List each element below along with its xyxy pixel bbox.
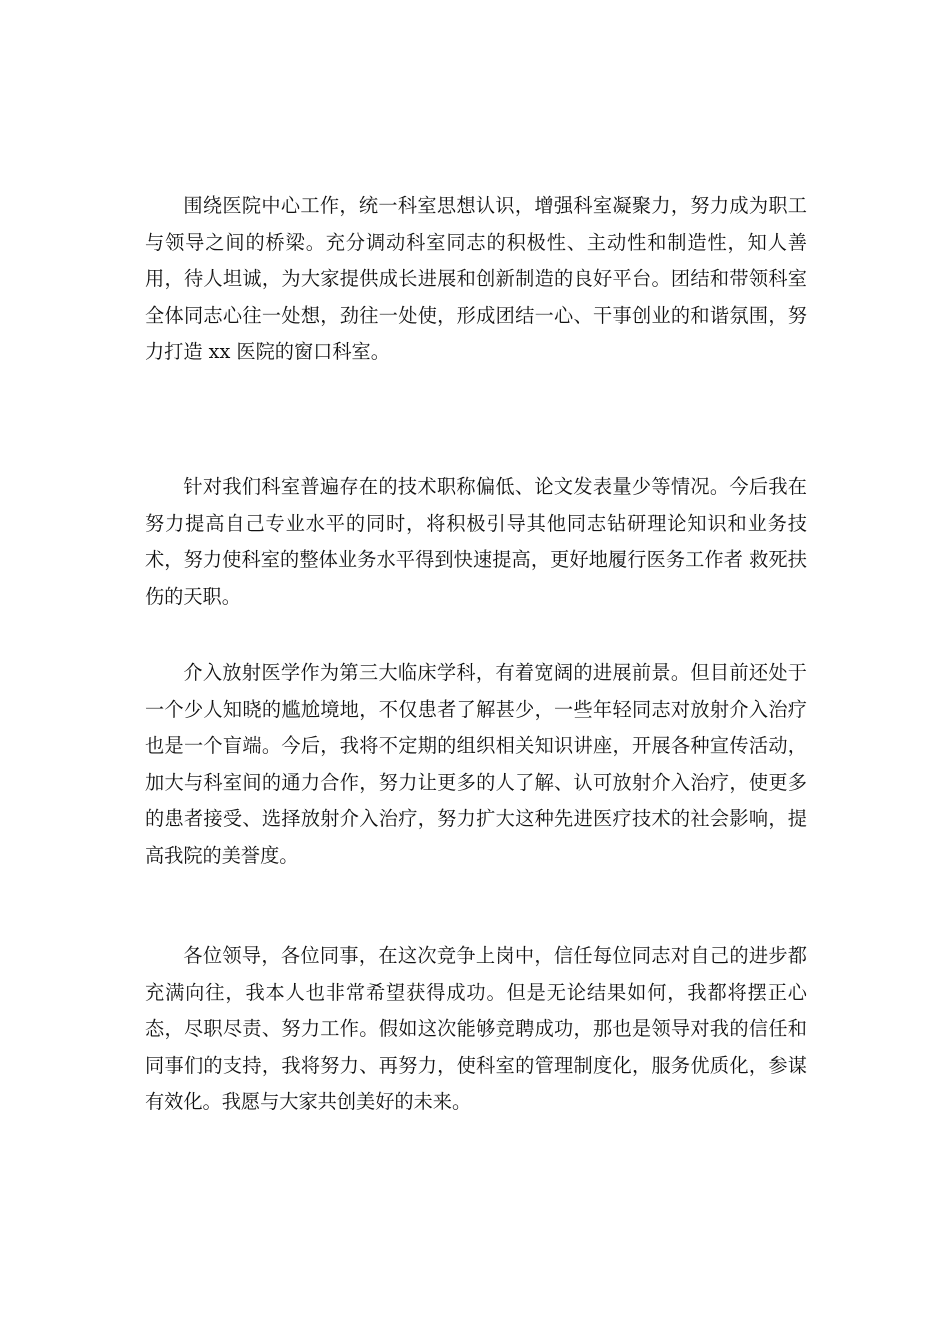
paragraph-1: 围绕医院中心工作，统一科室思想认识，增强科室凝聚力，努力成为职工与领导之间的桥梁。充分调动科室同志的积极性、主动性和制造性，知人善用，待人坦诚，为大家提供成长进展和创新制造的良好平台。团结和带领科室全体同志心往一处想，劲往一处使，形成团结一心、干事创业的和谐氛围，努力打造 xx 医院的窗口科室。 <box>145 194 807 363</box>
paragraph-2: 针对我们科室普遍存在的技术职称偏低、论文发表量少等情况。今后我在努力提高自己专业水平的同时，将积极引导其他同志钻研理论知识和业务技术，努力使科室的整体业务水平得到快速提高，更好地履行医务工作者 救死扶伤的天职。 <box>145 475 807 608</box>
paragraph-4: 各位领导，各位同事，在这次竞争上岗中，信任每位同志对自己的进步都充满向往，我本人也非常希望获得成功。但是无论结果如何，我都将摆正心态，尽职尽责、努力工作。假如这次能够竞聘成功，那也是领导对我的信任和同事们的支持，我将努力、再努力，使科室的管理制度化，服务优质化，参谋有效化。我愿与大家共创美好的未来。 <box>145 944 807 1113</box>
paragraph-3: 介入放射医学作为第三大临床学科，有着宽阔的进展前景。但目前还处于一个少人知晓的尴尬境地，不仅患者了解甚少，一些年轻同志对放射介入治疗也是一个盲端。今后，我将不定期的组织相关知识讲座，开展各种宣传活动，加大与科室间的通力合作，努力让更多的人了解、认可放射介入治疗，使更多的患者接受、选择放射介入治疗，努力扩大这种先进医疗技术的社会影响，提高我院的美誉度。 <box>145 661 807 867</box>
